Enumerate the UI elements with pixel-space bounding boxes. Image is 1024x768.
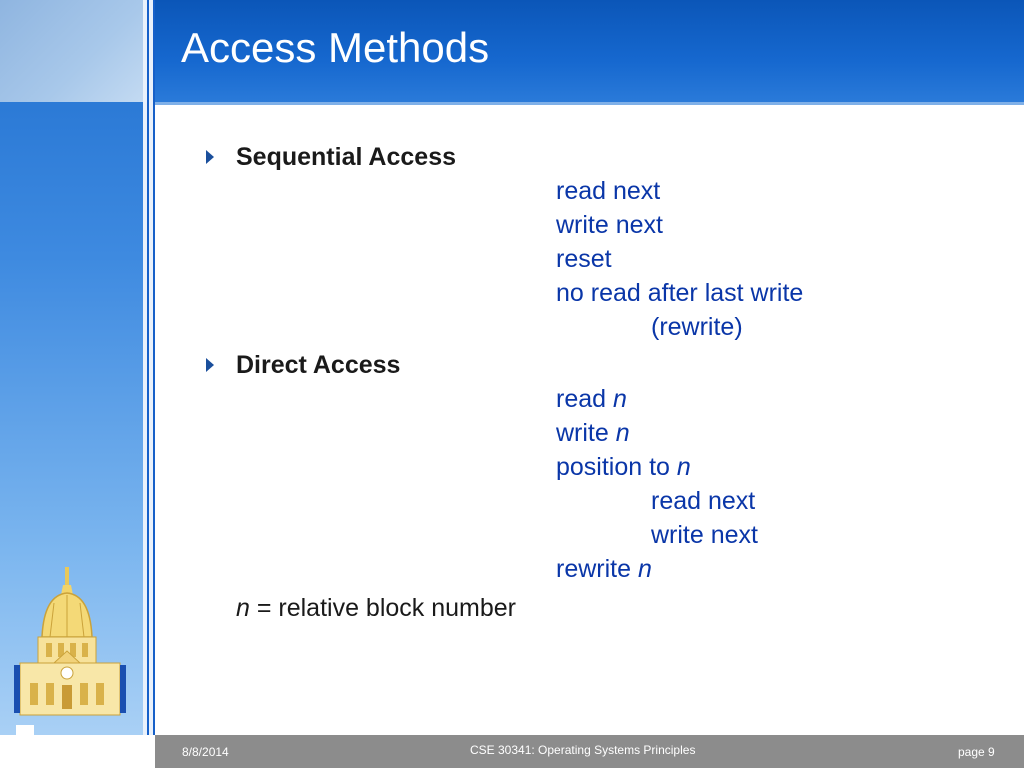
footer-page-number: page 9: [958, 745, 995, 759]
operation-item: read n: [556, 385, 627, 413]
operation-item: read next: [556, 177, 661, 205]
operation-item: write next: [651, 521, 758, 549]
operation-item: no read after last write: [556, 279, 804, 307]
footer-date: 8/8/2014: [182, 745, 229, 759]
block-number-note: n = relative block number: [236, 594, 517, 622]
triangle-bullet-icon: [206, 150, 214, 164]
operation-item: write next: [556, 211, 663, 239]
operation-item: read next: [651, 487, 756, 515]
operation-item: reset: [556, 245, 612, 273]
section-heading-sequential: Sequential Access: [236, 143, 457, 171]
footer-left-fill: [0, 735, 155, 768]
operation-item: (rewrite): [651, 313, 743, 341]
operation-item: position to n: [556, 453, 691, 481]
operation-item: write n: [556, 419, 630, 447]
section-heading-direct: Direct Access: [236, 351, 401, 379]
footer-course: CSE 30341: Operating Systems Principles: [470, 743, 696, 757]
golden-dome-logo-icon: [14, 565, 126, 737]
operation-item: rewrite n: [556, 555, 652, 583]
triangle-bullet-icon: [206, 358, 214, 372]
slide-title: Access Methods: [181, 24, 490, 71]
